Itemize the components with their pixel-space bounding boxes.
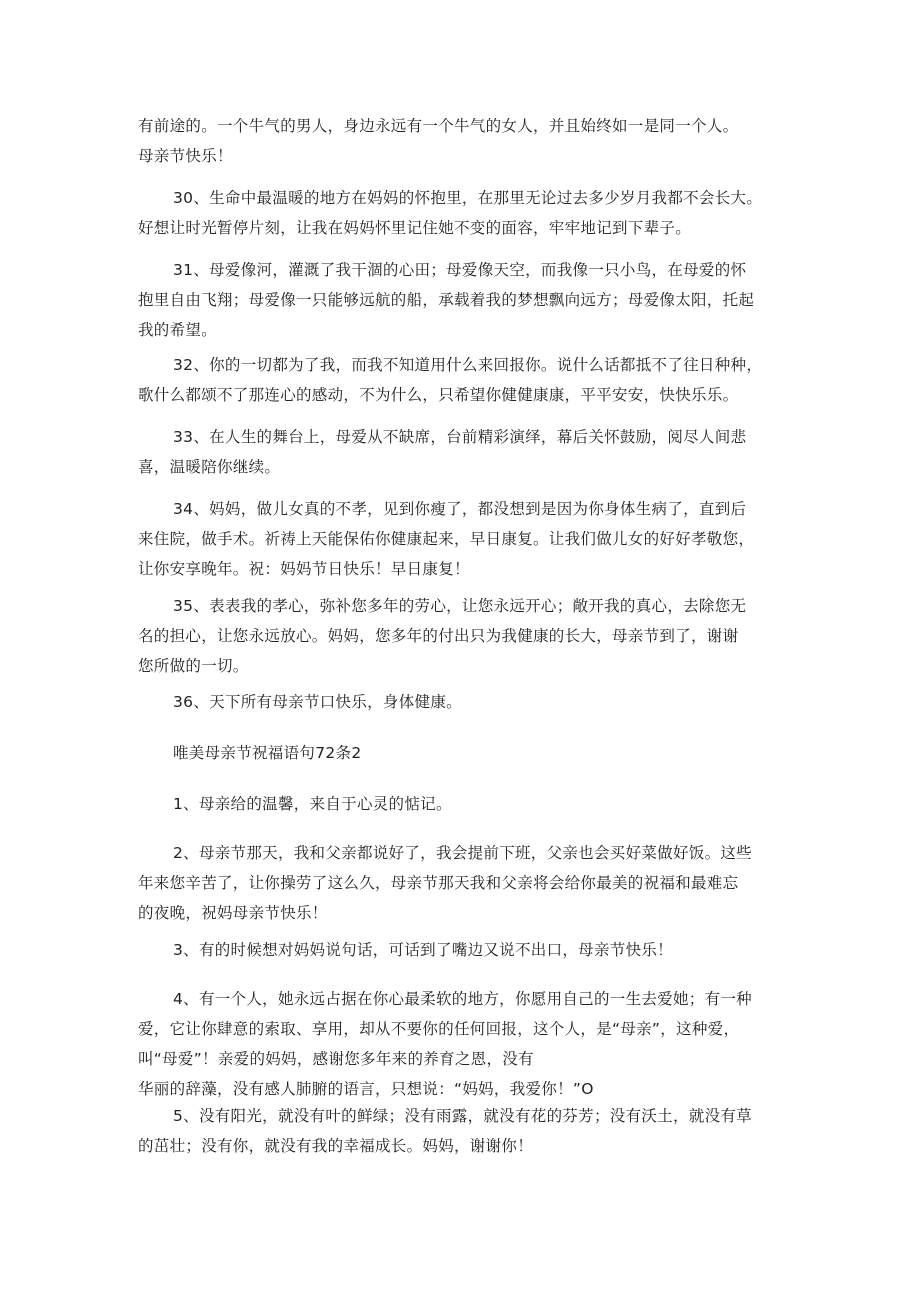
text-line: 年来您辛苦了，让你操劳了这么久，母亲节那天我和父亲将会给你最美的祝福和最难忘 <box>138 874 739 892</box>
text-line: 30、生命中最温暖的地方在妈妈的怀抱里，在那里无论过去多少岁月我都不会长大。 <box>173 189 763 207</box>
text-line: 33、在人生的舞台上，母爱从不缺席，台前精彩演绎，幕后关怀鼓励，阅尽人间悲 <box>173 428 747 446</box>
text-line: 34、妈妈，做儿女真的不孝，见到你瘦了，都没想到是因为你身体生病了，直到后 <box>173 500 747 518</box>
text-line: 爱，它让你肆意的索取、享用，却从不要你的任何回报，这个人，是“母亲”，这种爱， <box>138 1020 740 1038</box>
text-line: 华丽的辞藻，没有感人肺腑的语言，只想说：“妈妈，我爱你！”O <box>138 1080 594 1098</box>
text-line: 唯美母亲节祝福语句72条2 <box>173 744 362 762</box>
text-line: 来住院，做手术。祈祷上天能保佑你健康起来，早日康复。让我们做儿女的好好孝敬您， <box>138 530 755 548</box>
text-line: 让你安享晚年。祝：妈妈节日快乐！早日康复！ <box>138 560 470 578</box>
text-line: 2、母亲节那天，我和父亲都说好了，我会提前下班，父亲也会买好菜做好饭。这些 <box>173 844 752 862</box>
text-line: 5、没有阳光，就没有叶的鲜绿；没有雨露，就没有花的芬芳；没有沃土，就没有草 <box>173 1107 752 1125</box>
paragraph <box>138 687 808 717</box>
text-line: 32、你的一切都为了我，而我不知道用什么来回报你。说什么话都抵不了往日种种， <box>173 356 763 374</box>
text-line: 我的希望。 <box>138 321 218 339</box>
text-line: 1、母亲给的温馨，来自于心灵的惦记。 <box>173 795 452 813</box>
paragraph <box>138 984 808 1104</box>
text-line: 的夜晚，祝妈母亲节快乐！ <box>138 904 328 922</box>
paragraph <box>138 838 808 928</box>
text-line: 名的担心，让您永远放心。妈妈，您多年的付出只为我健康的长大，母亲节到了，谢谢 <box>138 627 739 645</box>
paragraph <box>138 255 808 345</box>
text-line: 有前途的。一个牛气的男人，身边永远有一个牛气的女人，并且始终如一是同一个人。 <box>138 117 739 135</box>
paragraph <box>138 422 808 482</box>
text-line: 好想让时光暂停片刻，让我在妈妈怀里记住她不变的面容，牢牢地记到下辈子。 <box>138 219 692 237</box>
text-line: 35、表表我的孝心，弥补您多年的劳心，让您永远开心；敞开我的真心，去除您无 <box>173 597 747 615</box>
paragraph <box>138 350 808 410</box>
text-line: 的茁壮；没有你，就没有我的幸福成长。妈妈，谢谢你！ <box>138 1137 534 1155</box>
section-title <box>138 738 808 768</box>
text-line: 4、有一个人，她永远占据在你心最柔软的地方，你愿用自己的一生去爱她；有一种 <box>173 990 752 1008</box>
text-line: 歌什么都颂不了那连心的感动，不为什么，只希望你健健康康，平平安安，快快乐乐。 <box>138 386 739 404</box>
paragraph <box>138 935 808 965</box>
text-line: 抱里自由飞翔；母爱像一只能够远航的船，承载着我的梦想飘向远方；母爱像太阳，托起 <box>138 291 755 309</box>
paragraph <box>138 183 808 243</box>
text-line: 3、有的时候想对妈妈说句话，可话到了嘴边又说不出口，母亲节快乐！ <box>173 941 673 959</box>
paragraph <box>138 494 808 584</box>
paragraph <box>138 111 808 171</box>
paragraph <box>138 1101 808 1161</box>
text-line: 叫“母爱”！亲爱的妈妈，感谢您多年来的养育之恩，没有 <box>138 1050 534 1068</box>
text-line: 31、母爱像河，灌溉了我干涸的心田；母爱像天空，而我像一只小鸟，在母爱的怀 <box>173 261 747 279</box>
text-line: 您所做的一切。 <box>138 657 249 675</box>
text-line: 喜，温暖陪你继续。 <box>138 458 281 476</box>
paragraph <box>138 789 808 819</box>
text-line: 母亲节快乐！ <box>138 147 233 165</box>
paragraph <box>138 591 808 681</box>
text-line: 36、天下所有母亲节口快乐，身体健康。 <box>173 693 462 711</box>
